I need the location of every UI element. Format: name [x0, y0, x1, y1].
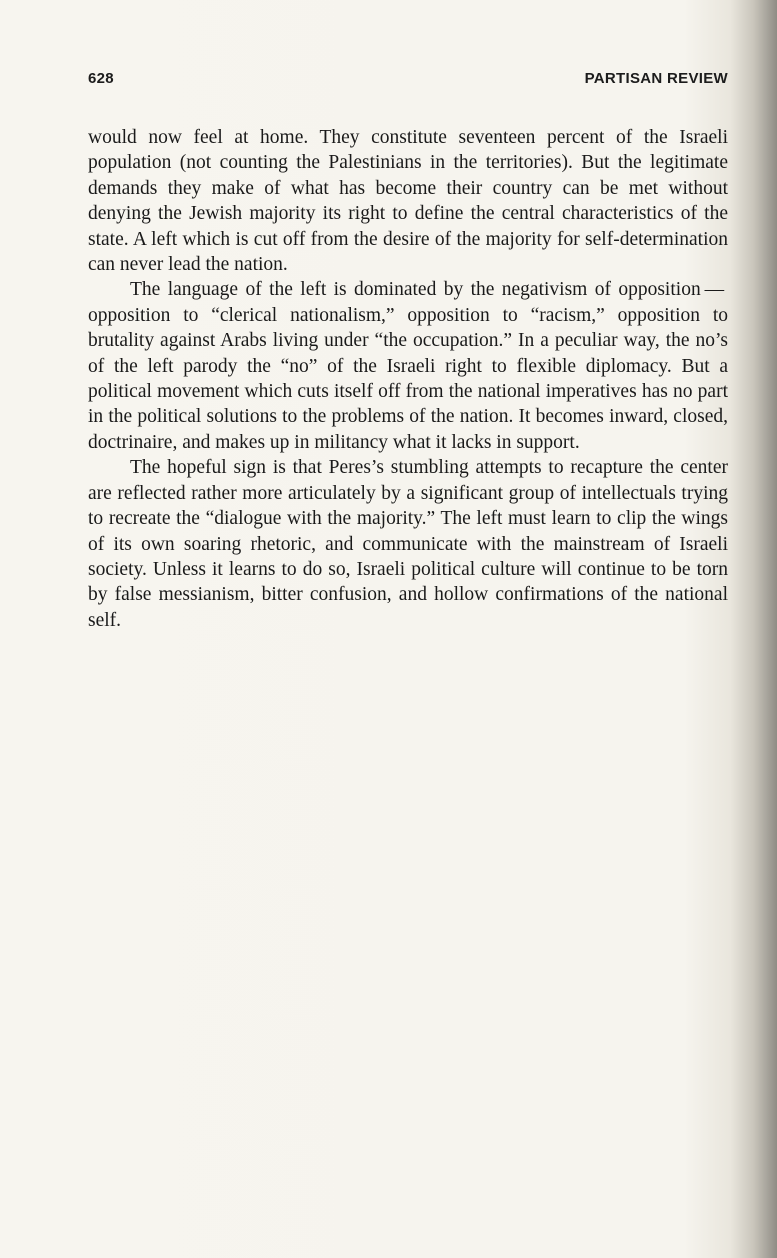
paragraph-3: The hopeful sign is that Peres’s stumbling attempts to recapture the center are reflected rather more articulately by a significant group of intellectuals trying to recreate the “dialogue with the majority.” The left must learn to clip the wings of its own soaring rhetoric, and communicate with the mainstream of Israeli society. Unless it learns to do so, Israeli political culture will continue to be torn by false messianism, bitter confusion, and hollow confirmations of the national self.	[88, 457, 728, 631]
body-text	[88, 125, 728, 633]
running-head	[88, 70, 728, 92]
paragraph-2: The language of the left is dominated by the negativism of opposition — opposition to “clerical nationalism,” opposition to “racism,” opposition to brutality against Arabs living under “the occupation.” In a peculiar way, the no’s of the left parody the “no” of the Israeli right to flexible diplomacy. But a political movement which cuts itself off from the national imperatives has no part in the political solutions to the problems of the nation. It becomes inward, closed, doctrinaire, and makes up in militancy what it lacks in support.	[88, 279, 728, 453]
page-number: 628	[88, 70, 114, 87]
paragraph-1: would now feel at home. They constitute seventeen percent of the Israeli population (not counting the Palestinians in the territories). But the legitimate demands they make of what has become their country can be met without denying the Jewish majority its right to define the central characteristics of the state. A left which is cut off from the desire of the majority for self-determination can never lead the nation.	[88, 127, 728, 276]
journal-title: PARTISAN REVIEW	[584, 70, 728, 87]
